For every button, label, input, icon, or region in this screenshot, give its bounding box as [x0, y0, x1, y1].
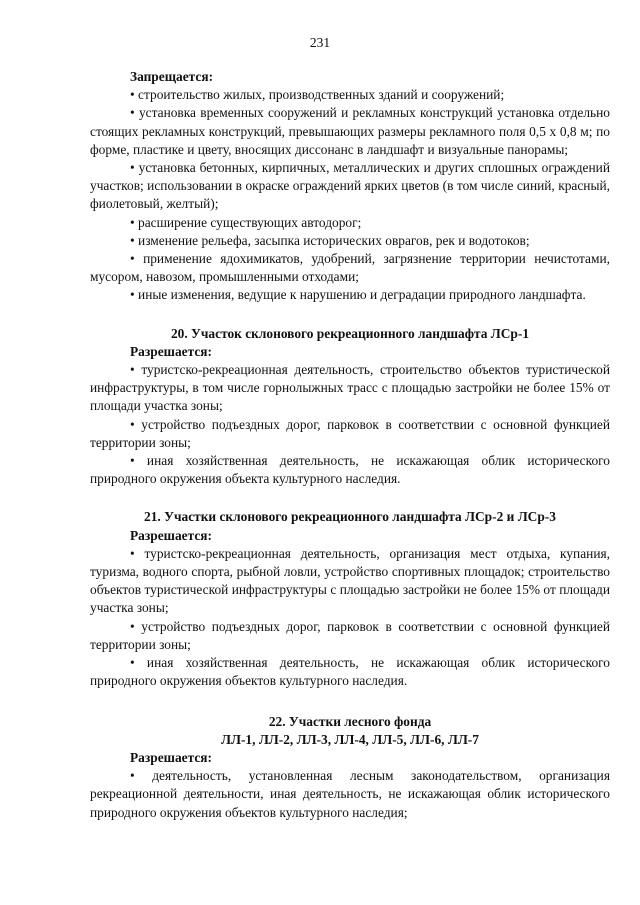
section-heading-20: 20. Участок склонового рекреационного ландшафта ЛСр-1 [170, 325, 530, 341]
allowed-label: Разрешается: [130, 343, 212, 359]
list-item: • расширение существующих автодорог; [130, 214, 362, 230]
document-body [90, 68, 610, 822]
list-item: • устройство подъездных дорог, парковок в соответствии с основной функцией территории зоны; [90, 618, 610, 652]
list-item: • применение ядохимикатов, удобрений, загрязнение территории нечистотами, мусором, навозом, промышленными отходами; [90, 251, 610, 285]
list-item: • установка бетонных, кирпичных, металлических и других сплошных ограждений участков; использовании в окраске ограждений ярких цветов (в том числе синий, красный, фиолетовый, желтый); [90, 160, 610, 212]
allowed-label: Разрешается: [130, 527, 212, 543]
list-item: • строительство жилых, производственных зданий и сооружений; [130, 87, 505, 103]
list-item: • туристско-рекреационная деятельность, организация мест отдыха, купания, туризма, водного спорта, рыбной ловли, устройство спортивных площадок; строительство объектов туристической инфраструктуры с площадью застройки не более 15% от площади участка зоны; [90, 545, 610, 616]
section-heading-21: 21. Участки склонового рекреационного ландшафта ЛСр-2 и ЛСр-3 [144, 509, 556, 525]
section-heading-22: 22. Участки лесного фонда [268, 713, 432, 729]
list-item: • иная хозяйственная деятельность, не искажающая облик исторического природного окружения объекта культурного наследия. [90, 453, 610, 487]
section-heading-22-zones: ЛЛ-1, ЛЛ-2, ЛЛ-3, ЛЛ-4, ЛЛ-5, ЛЛ-6, ЛЛ-7 [221, 731, 479, 747]
list-item: • устройство подъездных дорог, парковок в соответствии с основной функцией территории зоны; [90, 416, 610, 450]
list-item: • иные изменения, ведущие к нарушению и деградации природного ландшафта. [130, 287, 586, 303]
allowed-label: Разрешается: [130, 749, 212, 765]
prohibited-label: Запрещается: [130, 69, 214, 84]
list-item: • установка временных сооружений и рекламных конструкций установка отдельно стоящих рекламных конструкций, превышающих размеры рекламного поля 0,5 х 0,8 м; по форме, пластике и цвету, вносящих диссонанс в ландшафт и визуальные панорамы; [90, 105, 610, 157]
list-item: • изменение рельефа, засыпка исторических оврагов, рек и водотоков; [130, 232, 530, 248]
list-item: • иная хозяйственная деятельность, не искажающая облик исторического природного окружения объектов культурного наследия. [90, 655, 610, 689]
page-number: 231 [309, 35, 331, 50]
list-item: • деятельность, установленная лесным законодательством, организация рекреационной деятельности, иная деятельность, не искажающая облик исторического природного окружения объектов культурного наследия; [90, 768, 610, 820]
list-item: • туристско-рекреационная деятельность, строительство объектов туристической инфраструктуры, в том числе горнолыжных трасс с площадью застройки не более 15% от площади участка зоны; [90, 362, 610, 414]
